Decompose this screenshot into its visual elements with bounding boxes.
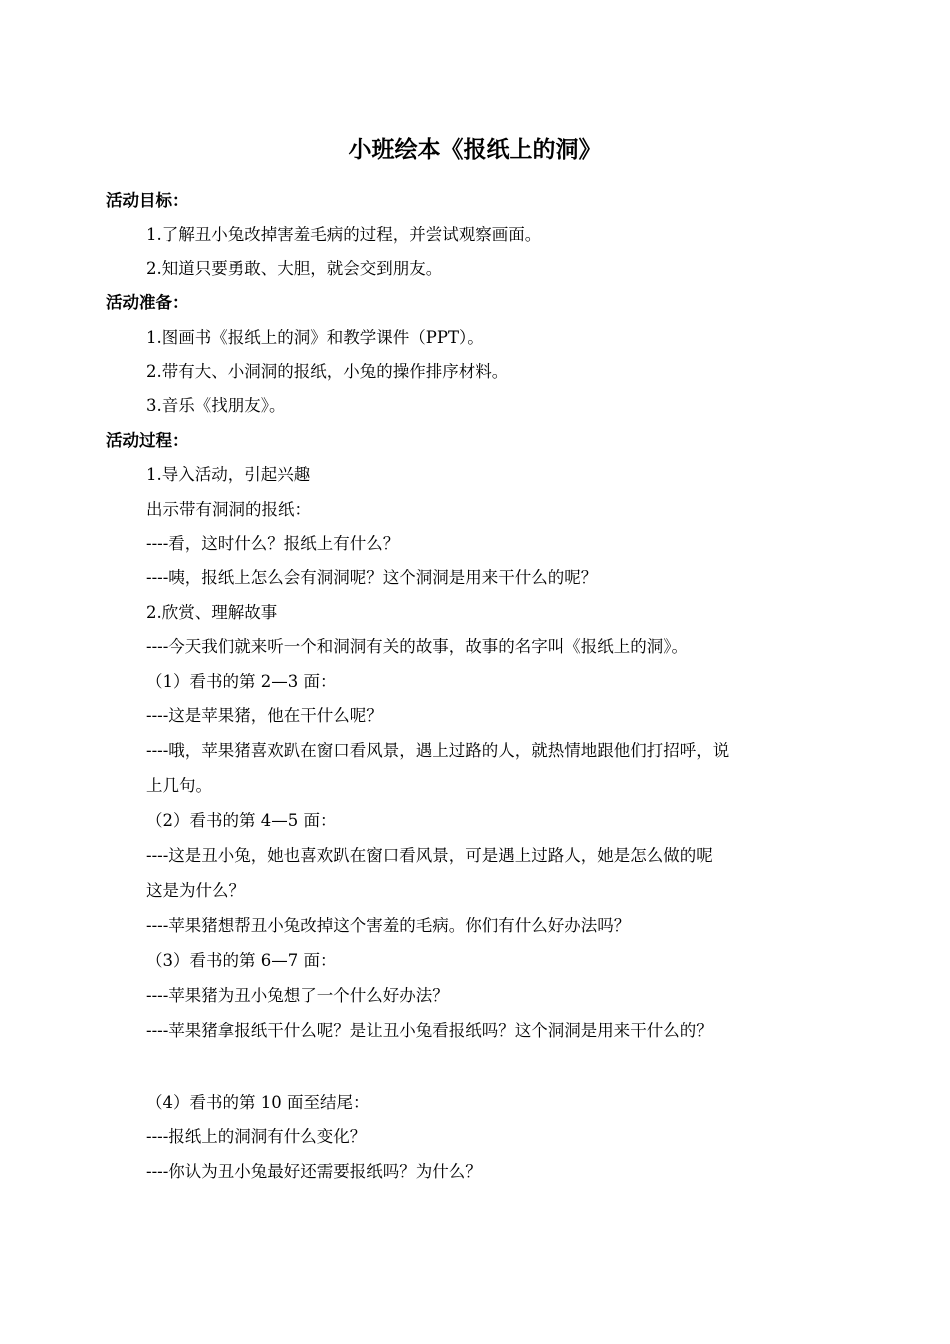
- process-line: ----报纸上的洞洞有什么变化？: [146, 1127, 367, 1146]
- process-line: ----苹果猪想帮丑小兔改掉这个害羞的毛病。你们有什么好办法吗？: [146, 916, 631, 935]
- section-heading-process: 活动过程：: [106, 431, 189, 450]
- goal-item: 2.知道只要勇敢、大胆，就会交到朋友。: [146, 259, 443, 278]
- process-line: 1.导入活动，引起兴趣: [146, 465, 311, 484]
- section-heading-goals: 活动目标：: [106, 191, 189, 210]
- process-line: ----这是丑小兔，她也喜欢趴在窗口看风景，可是遇上过路人，她是怎么做的呢: [146, 846, 713, 865]
- process-line: ----咦，报纸上怎么会有洞洞呢？这个洞洞是用来干什么的呢？: [146, 568, 598, 587]
- process-line: ----哦，苹果猪喜欢趴在窗口看风景，遇上过路的人，就热情地跟他们打招呼，说: [146, 741, 730, 760]
- process-line: 这是为什么？: [146, 881, 245, 900]
- process-line: 上几句。: [146, 776, 212, 795]
- process-line: ----苹果猪为丑小兔想了一个什么好办法？: [146, 986, 449, 1005]
- prep-item: 2.带有大、小洞洞的报纸，小兔的操作排序材料。: [146, 362, 509, 381]
- process-line: （1）看书的第 2—3 面：: [146, 672, 337, 691]
- section-heading-prep: 活动准备：: [106, 293, 189, 312]
- goal-item: 1.了解丑小兔改掉害羞毛病的过程，并尝试观察画面。: [146, 225, 542, 244]
- document-title: 小班绘本《报纸上的洞》: [348, 137, 602, 163]
- process-line: 2.欣赏、理解故事: [146, 603, 278, 622]
- prep-item: 1.图画书《报纸上的洞》和教学课件（PPT）。: [146, 328, 484, 347]
- process-line: ----这是苹果猪，他在干什么呢？: [146, 706, 383, 725]
- process-line: ----今天我们就来听一个和洞洞有关的故事，故事的名字叫《报纸上的洞》。: [146, 637, 689, 656]
- process-line: ----看，这时什么？报纸上有什么？: [146, 534, 400, 553]
- prep-item: 3.音乐《找朋友》。: [146, 396, 286, 415]
- process-line: （4）看书的第 10 面至结尾：: [146, 1093, 370, 1112]
- process-line: （2）看书的第 4—5 面：: [146, 811, 337, 830]
- process-line: 出示带有洞洞的报纸：: [146, 500, 311, 519]
- process-line: （3）看书的第 6—7 面：: [146, 951, 337, 970]
- process-line: ----你认为丑小兔最好还需要报纸吗？为什么？: [146, 1162, 482, 1181]
- process-line: ----苹果猪拿报纸干什么呢？是让丑小兔看报纸吗？这个洞洞是用来干什么的？: [146, 1021, 713, 1040]
